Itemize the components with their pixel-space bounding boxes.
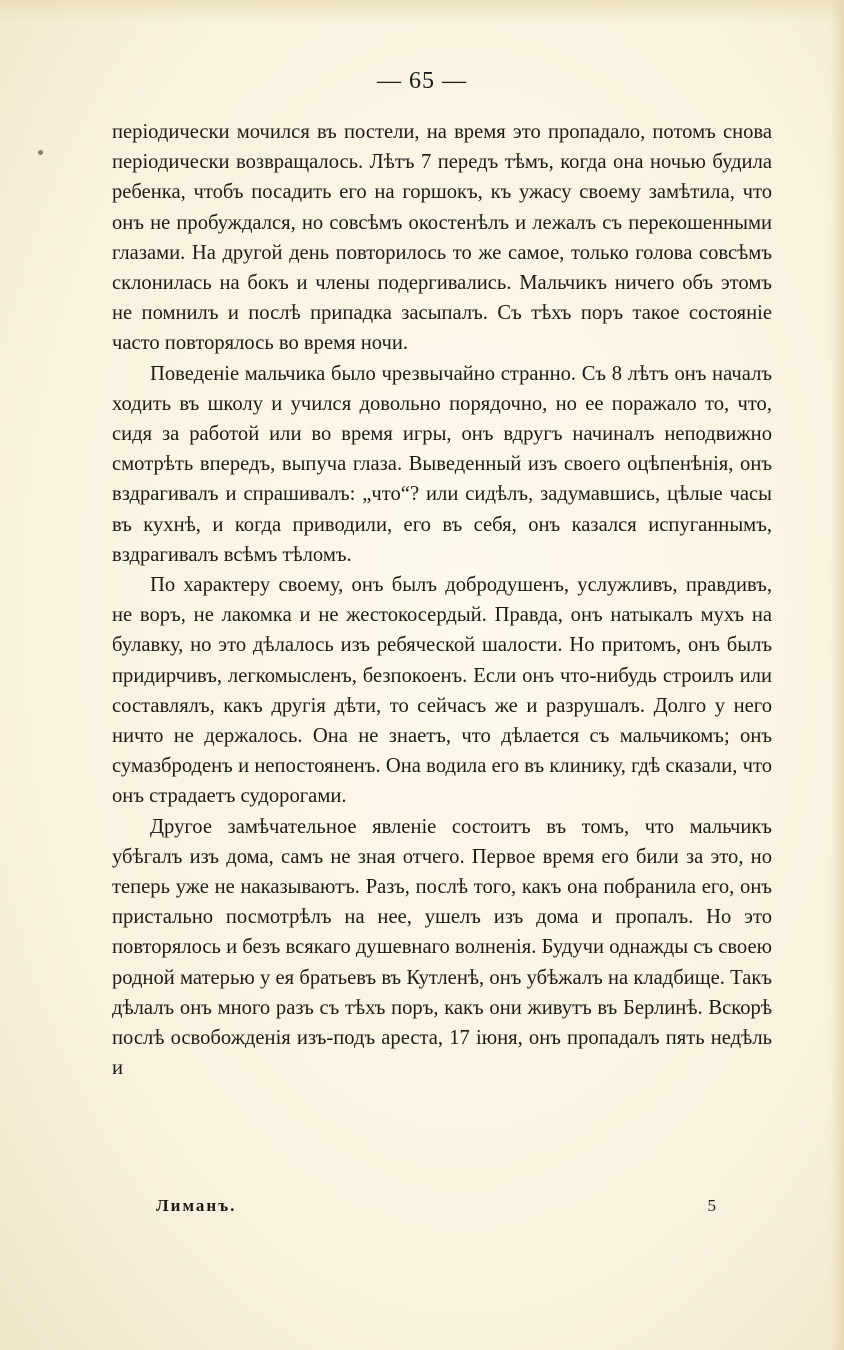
- page-footer: [156, 1196, 716, 1216]
- paragraph-2: Поведеніе мальчика было чрезвычайно странно. Съ 8 лѣтъ онъ началъ ходить въ школу и учился довольно порядочно, но ее поражало то, что, сидя за работой или во время игры, онъ вдругъ начиналъ неподвижно смотрѣть впередъ, выпуча глаза. Выведенный изъ своего оцѣпенѣнія, онъ вздрагивалъ и спрашивалъ: „что“? или сидѣлъ, задумавшись, цѣлые часы въ кухнѣ, и когда приводили, его въ себя, онъ казался испуганнымъ, вздрагивалъ всѣмъ тѣломъ.: [112, 362, 772, 566]
- page-edge-right: [830, 0, 844, 1350]
- page-edge-top: [0, 0, 844, 22]
- paragraph-4: Другое замѣчательное явленіе состоитъ въ томъ, что мальчикъ убѣгалъ изъ дома, самъ не зная отчего. Первое время его били за это, но теперь уже не наказываютъ. Разъ, послѣ того, какъ она побранила его, онъ пристально посмотрѣлъ на нее, ушелъ изъ дома и пропалъ. Но это повторялось и безъ всякаго душевнаго волненія. Будучи однажды съ своею родной матерью у ея братьевъ въ Кутленѣ, онъ убѣжалъ на кладбище. Такъ дѣлалъ онъ много разъ съ тѣхъ поръ, какъ они живутъ въ Берлинѣ. Вскорѣ послѣ освобожденія изъ-подъ ареста, 17 іюня, онъ пропадалъ пять недѣль и: [112, 815, 772, 1080]
- page-number: — 65 —: [377, 68, 467, 94]
- paragraph-3: По характеру своему, онъ былъ добродушенъ, услужливъ, правдивъ, не воръ, не лакомка и не жестокосердый. Правда, онъ натыкалъ мухъ на булавку, но это дѣлалось изъ ребяческой шалости. Но притомъ, онъ былъ придирчивъ, легкомысленъ, безпокоенъ. Если онъ что-нибудь строилъ или составлялъ, какъ другія дѣти, то сейчасъ же и разрушалъ. Долго у него ничто не держалось. Она не знаетъ, что дѣлается съ мальчикомъ; онъ сумазброденъ и непостояненъ. Она водила его въ клинику, гдѣ сказали, что онъ страдаетъ судорогами.: [112, 574, 772, 808]
- footer-sheet-number: 5: [707, 1196, 716, 1215]
- ink-smudge: [38, 150, 43, 155]
- body-text: [112, 117, 772, 1084]
- paragraph-1: періодически мочился въ постели, на время это пропадало, потомъ снова періодически возвращалось. Лѣтъ 7 передъ тѣмъ, когда она ночью будила ребенка, чтобъ посадить его на горшокъ, къ ужасу своему замѣтила, что онъ не пробуждался, но совсѣмъ окостенѣлъ и лежалъ съ перекошенными глазами. На другой день повторилось то же самое, только голова совсѣмъ склонилась на бокъ и члены подергивались. Мальчикъ ничего объ этомъ не помнилъ и послѣ припадка засыпалъ. Съ тѣхъ поръ такое состояніе часто повторялось во время ночи.: [112, 121, 772, 355]
- footer-signature: Лиманъ.: [156, 1196, 237, 1215]
